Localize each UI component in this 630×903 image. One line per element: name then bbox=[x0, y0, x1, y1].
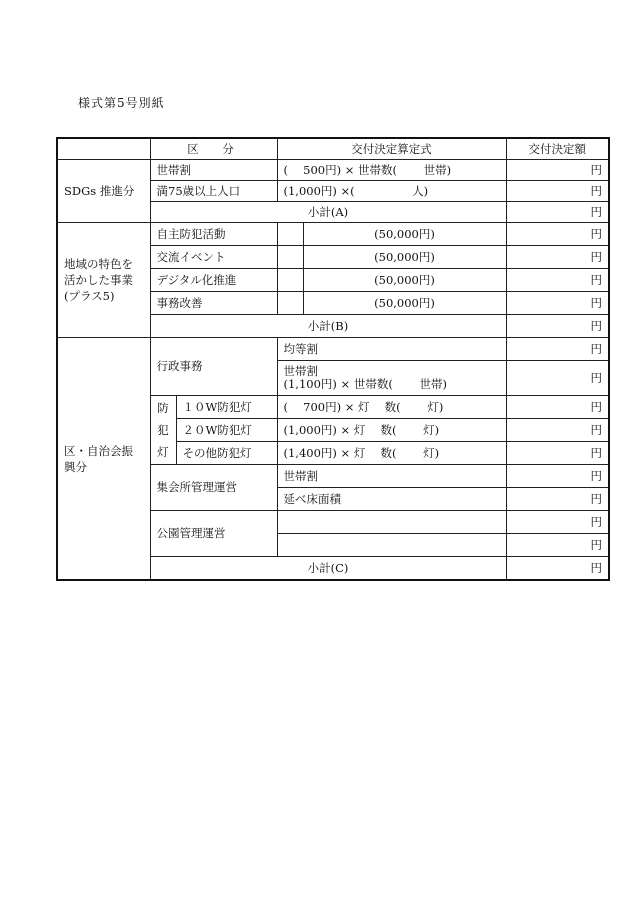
amount-cell[interactable]: 円 bbox=[506, 292, 609, 315]
plus5-row-formula: (50,000円) bbox=[303, 246, 506, 269]
crime-light-char: 犯 bbox=[157, 423, 169, 437]
amount-cell[interactable]: 円 bbox=[506, 465, 609, 488]
table-row bbox=[57, 338, 609, 361]
crime-light-vertical-label bbox=[150, 396, 176, 465]
form-number-label: 様式第5号別紙 bbox=[78, 96, 165, 110]
amount-cell[interactable]: 円 bbox=[506, 511, 609, 534]
hall-household-label: 世帯割 bbox=[277, 465, 506, 488]
hall-management-label: 集会所管理運営 bbox=[150, 465, 277, 511]
promo-section-title: 区・自治会振 興分 bbox=[57, 338, 150, 581]
amount-cell[interactable]: 円 bbox=[506, 396, 609, 419]
crime-light-formula: (1,000円) × 灯 数( 灯) bbox=[277, 419, 506, 442]
park-formula-blank[interactable] bbox=[277, 511, 506, 534]
table-header-row bbox=[57, 138, 609, 160]
sdgs-row-label: 満75歳以上人口 bbox=[150, 181, 277, 202]
plus5-row-label: デジタル化推進 bbox=[150, 269, 277, 292]
sdgs-section-title: SDGs 推進分 bbox=[57, 160, 150, 223]
header-amount: 交付決定額 bbox=[506, 138, 609, 160]
subtotal-a-label: 小計(A) bbox=[150, 202, 506, 223]
crime-light-type: その他防犯灯 bbox=[176, 442, 277, 465]
plus5-blank-cell bbox=[277, 292, 303, 315]
crime-light-formula: (1,400円) × 灯 数( 灯) bbox=[277, 442, 506, 465]
admin-household-formula: 世帯割 (1,100円) × 世帯数( 世帯) bbox=[277, 361, 506, 396]
plus5-row-formula: (50,000円) bbox=[303, 269, 506, 292]
park-management-label: 公園管理運営 bbox=[150, 511, 277, 557]
amount-cell[interactable]: 円 bbox=[506, 338, 609, 361]
amount-cell[interactable]: 円 bbox=[506, 269, 609, 292]
crime-light-char: 防 bbox=[157, 401, 169, 415]
header-formula: 交付決定算定式 bbox=[277, 138, 506, 160]
plus5-row-label: 交流イベント bbox=[150, 246, 277, 269]
amount-cell[interactable]: 円 bbox=[506, 246, 609, 269]
amount-cell[interactable]: 円 bbox=[506, 557, 609, 581]
plus5-row-label: 自主防犯活動 bbox=[150, 223, 277, 246]
hall-floor-area-label: 延べ床面積 bbox=[277, 488, 506, 511]
subtotal-c-label: 小計(C) bbox=[150, 557, 506, 581]
admin-work-label: 行政事務 bbox=[150, 338, 277, 396]
amount-cell[interactable]: 円 bbox=[506, 442, 609, 465]
sdgs-row-formula: (1,000円) ×( 人) bbox=[277, 181, 506, 202]
amount-cell[interactable]: 円 bbox=[506, 315, 609, 338]
crime-light-type: ２０W防犯灯 bbox=[176, 419, 277, 442]
crime-light-formula: ( 700円) × 灯 数( 灯) bbox=[277, 396, 506, 419]
plus5-row-label: 事務改善 bbox=[150, 292, 277, 315]
plus5-section-title: 地域の特色を 活かした事業 (プラス5) bbox=[57, 223, 150, 338]
plus5-blank-cell bbox=[277, 246, 303, 269]
amount-cell[interactable]: 円 bbox=[506, 160, 609, 181]
subtotal-b-label: 小計(B) bbox=[150, 315, 506, 338]
equal-split-label: 均等割 bbox=[277, 338, 506, 361]
amount-cell[interactable]: 円 bbox=[506, 202, 609, 223]
amount-cell[interactable]: 円 bbox=[506, 181, 609, 202]
sdgs-row-label: 世帯割 bbox=[150, 160, 277, 181]
crime-light-type: １０W防犯灯 bbox=[176, 396, 277, 419]
header-category: 区 分 bbox=[150, 138, 277, 160]
sdgs-row-formula: ( 500円) × 世帯数( 世帯) bbox=[277, 160, 506, 181]
amount-cell[interactable]: 円 bbox=[506, 361, 609, 396]
amount-cell[interactable]: 円 bbox=[506, 534, 609, 557]
plus5-row-formula: (50,000円) bbox=[303, 223, 506, 246]
amount-cell[interactable]: 円 bbox=[506, 419, 609, 442]
subsidy-decision-table bbox=[56, 137, 610, 581]
plus5-row-formula: (50,000円) bbox=[303, 292, 506, 315]
header-blank-cell bbox=[57, 138, 150, 160]
plus5-blank-cell bbox=[277, 269, 303, 292]
park-formula-blank[interactable] bbox=[277, 534, 506, 557]
table-row bbox=[57, 223, 609, 246]
plus5-blank-cell bbox=[277, 223, 303, 246]
crime-light-char: 灯 bbox=[157, 445, 169, 459]
amount-cell[interactable]: 円 bbox=[506, 488, 609, 511]
amount-cell[interactable]: 円 bbox=[506, 223, 609, 246]
table-row bbox=[57, 160, 609, 181]
